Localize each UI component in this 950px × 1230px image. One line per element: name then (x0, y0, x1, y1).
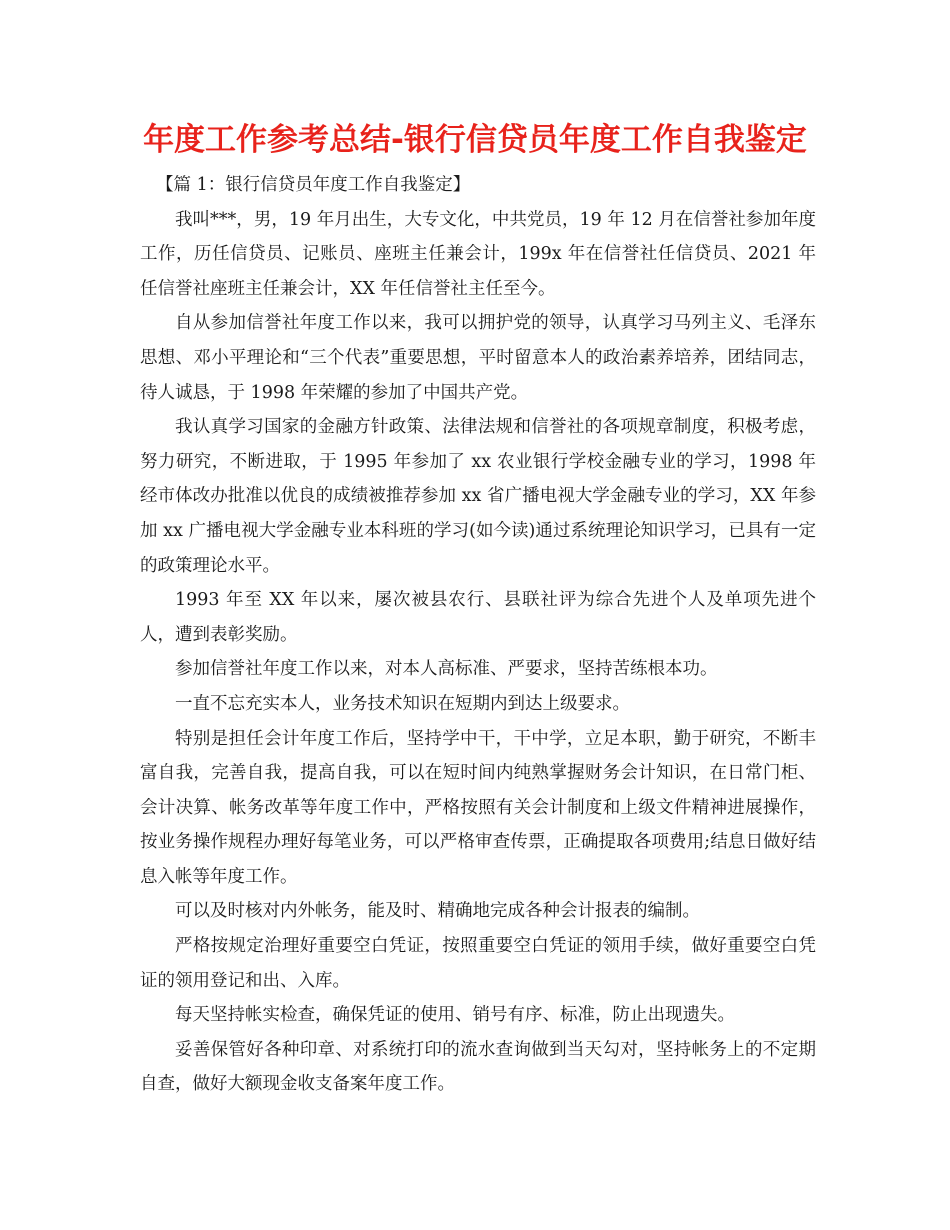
paragraph-7: 特别是担任会计年度工作后，坚持学中干，干中学，立足本职，勤于研究，不断丰富自我，完善自我，提高自我，可以在短时间内纯熟掌握财务会计知识，在日常门柜、会计决算、帐务改革等年度工作中，严格按照有关会计制度和上级文件精神进展操作，按业务操作规程办理好每笔业务，可以严格审查传票，正确提取各项费用;结息日做好结息入帐等年度工作。 (140, 728, 816, 887)
paragraph-11: 妥善保管好各种印章、对系统打印的流水查询做到当天勾对，坚持帐务上的不定期自查，做好大额现金收支备案年度工作。 (140, 1039, 816, 1095)
paragraph-4: 1993 年至 XX 年以来，屡次被县农行、县联社评为综合先进个人及单项先进个人，遭到表彰奖励。 (140, 590, 816, 645)
document-body (140, 168, 816, 1102)
paragraph-6: 一直不忘充实本人，业务技术知识在短期内到达上级要求。 (175, 693, 630, 714)
paragraph-9: 严格按规定治理好重要空白凭证，按照重要空白凭证的领用手续，做好重要空白凭证的领用登记和出、入库。 (140, 936, 816, 991)
section-label: 【篇 1：银行信贷员年度工作自我鉴定】 (156, 175, 471, 195)
paragraph-3: 我认真学习国家的金融方针政策、法律法规和信誉社的各项规章制度，积极考虑，努力研究，不断进取，于 1995 年参加了 xx 农业银行学校金融专业的学习，1998 年经市体改办批准以优良的成绩被推荐参加 xx 省广播电视大学金融专业的学习，XX 年参加 xx 广播电视大学金融专业本科班的学习(如今读)通过系统理论知识学习，已具有一定的政策理论水平。 (140, 417, 816, 576)
paragraph-10: 每天坚持帐实检查，确保凭证的使用、销号有序、标准，防止出现遗失。 (175, 1005, 735, 1026)
paragraph-8: 可以及时核对内外帐务，能及时、精确地完成各种会计报表的编制。 (175, 901, 700, 922)
paragraph-5: 参加信誉社年度工作以来，对本人高标准、严要求，坚持苦练根本功。 (175, 659, 718, 680)
paragraph-1: 我叫***，男，19 年月出生，大专文化，中共党员，19 年 12 月在信誉社参加年度工作，历任信贷员、记账员、座班主任兼会计，199x 年在信誉社任信贷员、2021 年任信誉社座班主任兼会计，XX 年任信誉社主任至今。 (140, 209, 816, 299)
paragraph-2: 自从参加信誉社年度工作以来，我可以拥护党的领导，认真学习马列主义、毛泽东思想、邓小平理论和“三个代表”重要思想，平时留意本人的政治素养培养，团结同志，待人诚恳，于 1998 年荣耀的参加了中国共产党。 (140, 313, 816, 403)
document-title: 年度工作参考总结-银行信贷员年度工作自我鉴定 (143, 122, 807, 158)
